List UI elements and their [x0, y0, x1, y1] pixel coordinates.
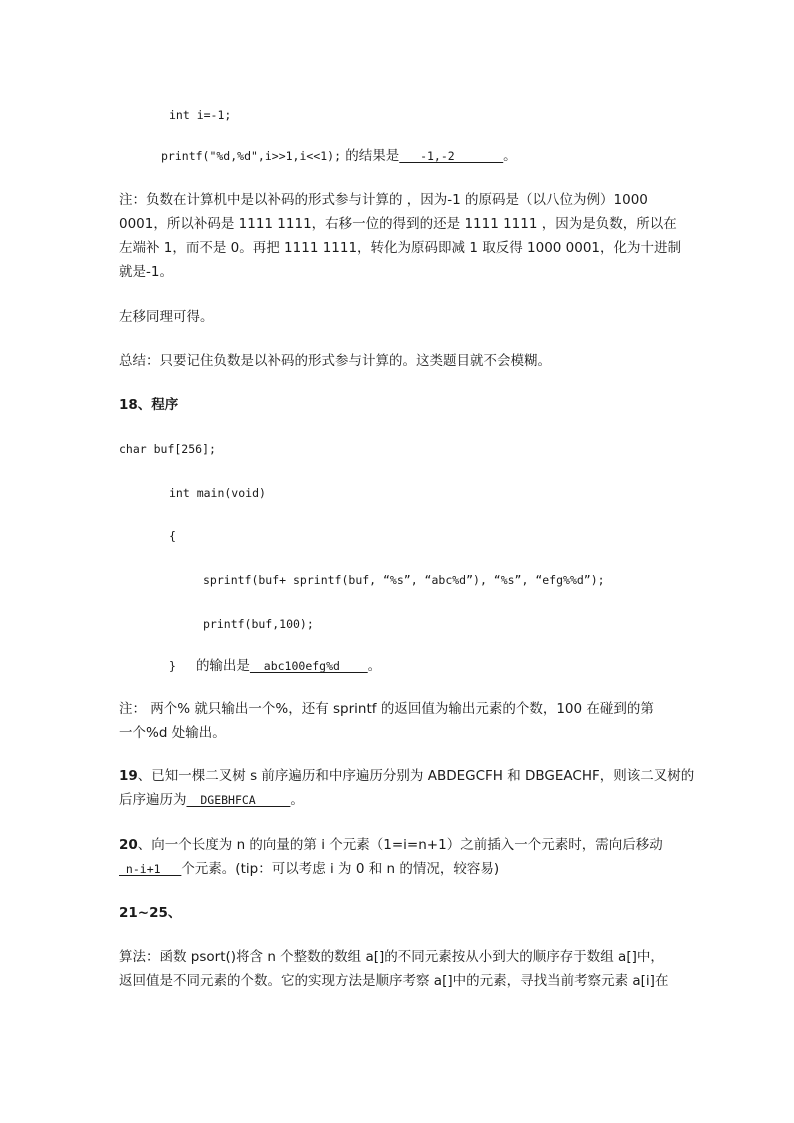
- q20-tail: 个元素。(tip：可以考虑 i 为 0 和 n 的情况，较容易): [181, 861, 500, 877]
- code-buf-decl: char buf[256];: [119, 442, 216, 456]
- period: 。: [367, 658, 382, 674]
- q19-line2: [119, 790, 304, 810]
- q19-answer: __DGEBHFCA_____: [186, 793, 291, 807]
- period: 。: [503, 148, 517, 164]
- q18-title: 18、程序: [119, 397, 179, 413]
- note2-line2: 一个%d 处输出。: [119, 725, 226, 741]
- output-label: 的输出是: [195, 658, 250, 674]
- q21-title: 21~25、: [119, 905, 182, 921]
- q20-answer: _n-i+1___: [119, 862, 182, 876]
- q20-number: 20: [119, 837, 138, 853]
- code-main-decl: int main(void): [169, 486, 266, 500]
- answer-blank: ___-1,-2_______: [399, 149, 504, 163]
- note1-line2: 0001，所以补码是 1111 1111，右移一位的得到的还是 1111 1111 ，因为是负数，所以在: [119, 216, 677, 232]
- q19-line1: [119, 766, 694, 786]
- q21-line2: 返回值是不同元素的个数。它的实现方法是顺序考察 a[]中的元素，寻找当前考察元素 a[i]在: [119, 973, 669, 989]
- printf-question-line: [161, 146, 517, 167]
- note1-line1: 注：负数在计算机中是以补码的形式参与计算的 ，因为-1 的原码是（以八位为例）1000: [119, 192, 648, 208]
- code-brace-close: }: [169, 659, 176, 673]
- summary-line: 总结：只要记住负数是以补码的形式参与计算的。这类题目就不会模糊。: [119, 353, 551, 369]
- period: 。: [290, 792, 304, 808]
- q19-text: 、已知一棵二叉树 s 前序遍历和中序遍历分别为 ABDEGCFH 和 DBGEACHF，则该二叉树的: [137, 768, 695, 784]
- q20-text: 、向一个长度为 n 的向量的第 i 个元素（1=i=n+1）之前插入一个元素时，需向后移动: [137, 837, 663, 853]
- q19-number: 19: [119, 768, 138, 784]
- q20-line2: [119, 859, 499, 879]
- code-line-int-i: int i=-1;: [169, 108, 232, 122]
- q21-line1: 算法：函数 psort()将含 n 个整数的数组 a[]的不同元素按从小到大的顺序存于数组 a[]中，: [119, 949, 664, 965]
- q19-label: 后序遍历为: [119, 792, 187, 808]
- code-brace-open: {: [169, 529, 176, 543]
- note1-line4: 就是-1。: [119, 264, 173, 280]
- left-shift-note: 左移同理可得。: [119, 309, 214, 325]
- note2-line1: 注： 两个% 就只输出一个%，还有 sprintf 的返回值为输出元素的个数，100 在碰到的第: [119, 701, 654, 717]
- note1-line3: 左端补 1，而不是 0。再把 1111 1111，转化为原码即减 1 取反得 1000 0001，化为十进制: [119, 240, 682, 256]
- code-sprintf-line: sprintf(buf+ sprintf(buf, “%s”, “abc%d”), “%s”, “efg%%d”);: [203, 573, 605, 587]
- printf-code: printf("%d,%d",i>>1,i<<1);: [161, 149, 342, 163]
- q20-line1: [119, 835, 663, 855]
- q18-answer: __abc100efg%d____: [249, 659, 368, 673]
- result-label: 的结果是: [341, 148, 400, 164]
- q18-output-line: [169, 656, 381, 677]
- code-printf-line: printf(buf,100);: [203, 617, 314, 631]
